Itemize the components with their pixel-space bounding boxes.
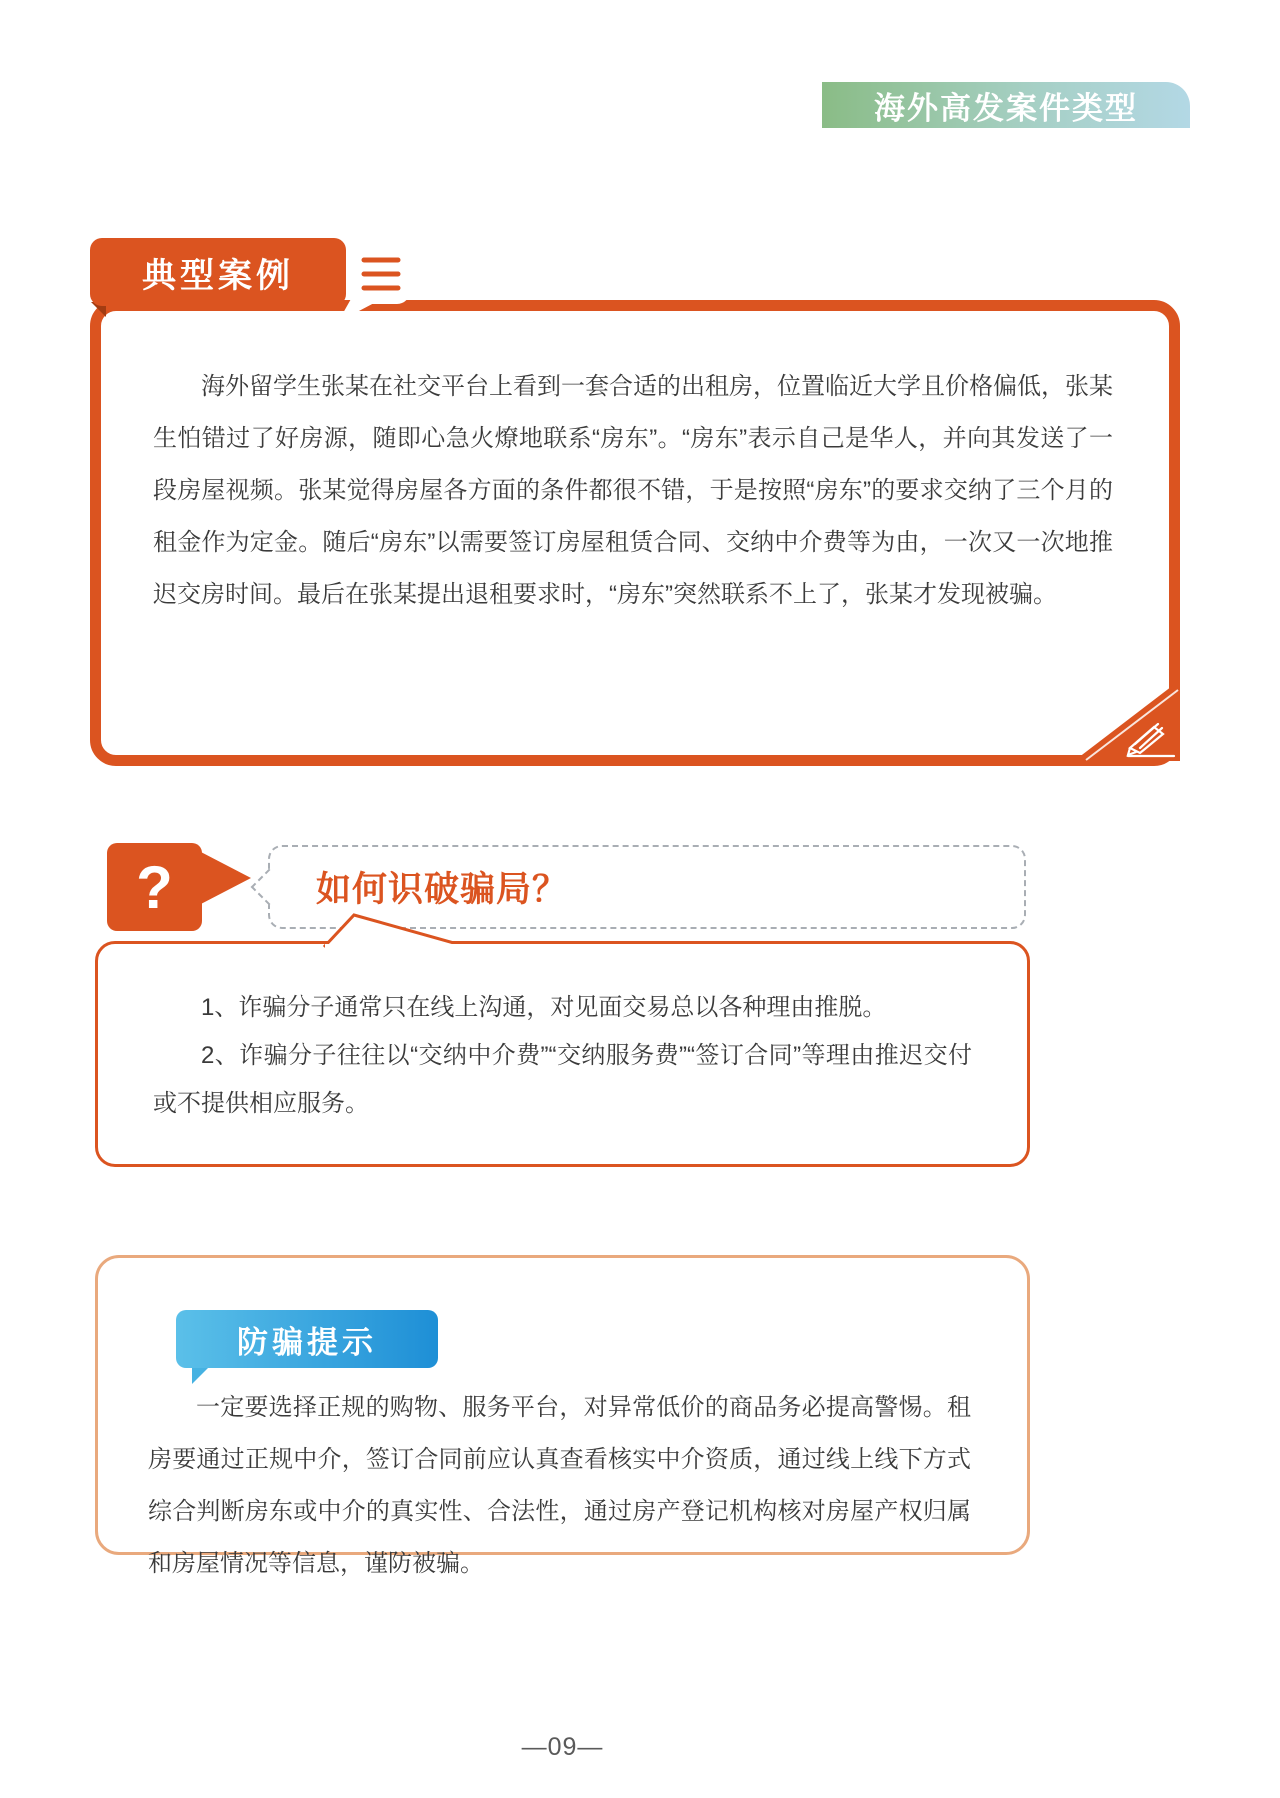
chevron-left-notch-icon <box>251 869 288 906</box>
tips-tab <box>176 1310 438 1368</box>
question-arrow-tail <box>199 851 253 914</box>
list-item: 2、诈骗分子往往以“交纳中介费”“交纳服务费”“签订合同”等理由推迟交付或不提供相应服务。 <box>153 1042 972 1117</box>
answer-box-tail <box>320 911 472 953</box>
case-tab <box>90 238 346 306</box>
question-mark-glyph: ? <box>136 853 173 921</box>
case-tab-label: 典型案例 <box>142 256 294 295</box>
question-title: 如何识破骗局？ <box>316 870 569 909</box>
tips-section <box>95 1255 1030 1577</box>
case-section <box>90 238 1180 766</box>
tips-body-text: 一定要选择正规的购物、服务平台，对异常低价的商品务必提高警惕。租房要通过正规中介，签订合同前应认真查看核实中介资质，通过线上线下方式综合判断房东或中介的真实性、合法性，通过房产登记机构核对房屋产权归属和房屋情况等信息，谨防被骗。 <box>148 1394 971 1577</box>
pencil-icon <box>1074 680 1180 766</box>
page-number <box>95 1733 1030 1762</box>
question-answer-box <box>95 941 1030 1167</box>
question-mark-icon <box>107 843 202 931</box>
section-header-text: 海外高发案件类型 <box>874 90 1138 126</box>
speech-bubble-lines-icon <box>336 238 414 333</box>
case-panel <box>90 300 1180 766</box>
page-number-text: —09— <box>521 1733 604 1761</box>
list-item: 1、诈骗分子通常只在线上沟通，对见面交易总以各种理由推脱。 <box>201 994 887 1021</box>
tips-tab-label: 防骗提示 <box>237 1324 377 1360</box>
section-header-badge <box>822 82 1190 128</box>
case-body-text: 海外留学生张某在社交平台上看到一套合适的出租房，位置临近大学且价格偏低，张某生怕错过了好房源，随即心急火燎地联系“房东”。“房东”表示自己是华人，并向其发送了一段房屋视频。张某觉得房屋各方面的条件都很不错，于是按照“房东”的要求交纳了三个月的租金作为定金。随后“房东”以需要签订房屋租赁合同、交纳中介费等为由，一次又一次地推迟交房时间。最后在张某提出退租要求时，“房东”突然联系不上了，张某才发现被骗。 <box>153 373 1113 608</box>
